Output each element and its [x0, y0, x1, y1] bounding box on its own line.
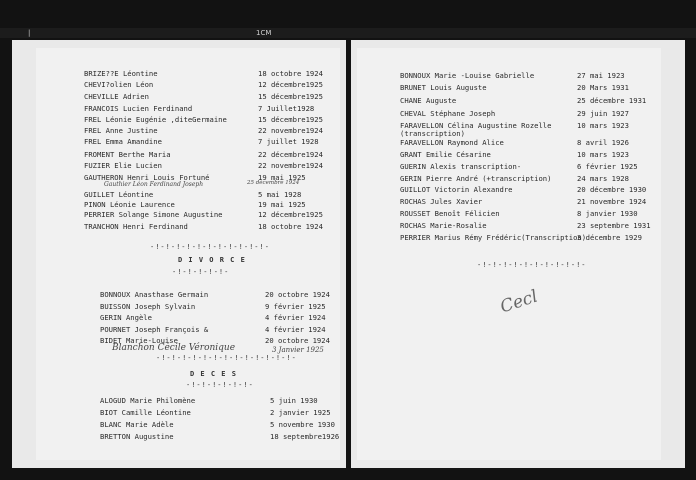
entry-date: 4 février 1924	[265, 313, 326, 322]
deces-heading: D E C E S	[190, 370, 237, 378]
entry-name: BIOT Camille Léontine	[100, 408, 191, 417]
entry-name: FREL Léonie Eugénie ,diteGermaine	[84, 115, 227, 124]
entry-date: 10 mars 1923	[577, 121, 629, 130]
entry-name: PERRIER Marius Rémy Frédéric(Transcription)	[400, 233, 587, 242]
entry-name: CHANE Auguste	[400, 96, 457, 105]
entry-name: FREL Emma Amandine	[84, 137, 162, 146]
entry-name: GERIN Pierre André (+transcription)	[400, 174, 552, 183]
entry-name: FARAVELLON Raymond Alice	[400, 138, 504, 147]
entry-date: 27 mai 1923	[577, 71, 625, 80]
deces-separator: -!-!-!-!-!-!-	[186, 381, 254, 389]
entry-name: GUERIN Alexis transcription-	[400, 162, 522, 171]
entry-name: FREL Anne Justine	[84, 126, 158, 135]
entry-date: 4 février 1924	[265, 324, 326, 334]
entry-name: FARAVELLON Célina Augustine Rozelle	[400, 121, 552, 130]
entry-name: BRIZE??E Léontine	[84, 69, 158, 78]
entry-name: CHEVILLE Adrien	[84, 92, 149, 101]
entry-date: 5 mai 1928	[258, 190, 302, 199]
entry-name: BLANC Marie Adèle	[100, 420, 174, 429]
entry-date: 9 février 1925	[265, 301, 326, 311]
entry-date: 5 juin 1930	[270, 396, 318, 405]
entry-name: BONNOUX Marie -Louise Gabrielle	[400, 71, 535, 80]
entry-name: PERRIER Solange Simone Augustine	[84, 210, 223, 219]
entry-name: BUISSON Joseph Sylvain	[100, 301, 196, 311]
signature: Cecl	[497, 286, 541, 318]
entry-name: CHEVI?olien Léon	[84, 80, 154, 89]
right-separator: -!-!-!-!-!-!-!-!-!-!-	[477, 261, 587, 269]
entry-date: 24 mars 1928	[577, 174, 629, 183]
scan-ruler	[0, 28, 696, 38]
entry-name: GUILLOT Victorin Alexandre	[400, 185, 513, 194]
entry-date: 21 novembre 1924	[577, 197, 647, 206]
separator-line: -!-!-!-!-!-!-!-!-!-!-!-!-!-	[156, 354, 297, 362]
entry-date: 20 octobre 1924	[265, 290, 330, 299]
entry-name: FUZIER Elie Lucien	[84, 161, 162, 170]
entry-date: 5 novembre 1930	[270, 420, 335, 429]
entry-date: 23 septembre 1931	[577, 221, 651, 230]
entry-date: 6 février 1925	[577, 162, 638, 171]
entry-date: 22 décembre1924	[258, 150, 323, 159]
entry-date: 22 novembre1924	[258, 126, 323, 135]
entry-date: 29 juin 1927	[577, 109, 629, 118]
entry-name: GRANT Emilie Césarine	[400, 150, 491, 159]
entry-name: GAUTHERON Henri Louis Fortuné	[84, 173, 210, 182]
entry-date: 15 décembre1925	[258, 115, 323, 124]
entry-date: 7 juillet 1928	[258, 137, 319, 146]
entry-date: 18 octobre 1924	[258, 222, 323, 231]
entry-name: ALOGUD Marie Philomène	[100, 396, 196, 405]
separator-line: -!-!-!-!-!-!-!-!-!-!-!-	[150, 243, 270, 251]
entry-date: 15 décembre1925	[258, 92, 323, 101]
entry-name: (transcription)	[400, 129, 465, 138]
entry-name: BRETTON Augustine	[100, 432, 174, 441]
entry-date: 8 janvier 1930	[577, 209, 638, 218]
entry-name: BIDET Marie-Louise	[100, 336, 178, 345]
entry-date: 19 mai 1925	[258, 200, 306, 209]
entry-date: 10 mars 1923	[577, 150, 629, 159]
entry-name: GERIN Angèle	[100, 313, 152, 322]
ruler-label: 1CM	[256, 29, 272, 37]
entry-name: TRANCHON Henri Ferdinand	[84, 222, 188, 231]
entry-name: POURNET Joseph François &	[100, 324, 209, 334]
entry-name: PINON Léonie Laurence	[84, 200, 175, 209]
entry-name: ROCHAS Marie-Rosalie	[400, 221, 487, 230]
entry-name: FROMENT Berthe Maria	[84, 150, 171, 159]
entry-date: 25 décembre 1931	[577, 96, 647, 105]
entry-name: BRUNET Louis Auguste	[400, 83, 487, 92]
blanchon-handwritten-date: 3 Janvier 1925	[272, 346, 324, 354]
entry-date: 20 Mars 1931	[577, 83, 629, 92]
entry-date: 12 décembre1925	[258, 80, 323, 89]
entry-date: 8 avril 1926	[577, 138, 629, 147]
blanchon-handwritten-note: Blanchon Cécile Véronique	[112, 343, 236, 353]
entry-date: 19 mai 1925	[258, 173, 306, 182]
entry-name: ROUSSET Benoît Félicien	[400, 209, 500, 218]
entry-date: 12 décembre1925	[258, 210, 323, 219]
ruler-mark: |	[28, 29, 31, 37]
divorce-separator: -!-!-!-!-!-	[172, 268, 230, 276]
entry-name: BONNOUX Anasthase Germain	[100, 290, 209, 299]
entry-date: 20 octobre 1924	[265, 336, 330, 345]
entry-date: 20 décembre 1930	[577, 185, 647, 194]
entry-date: 22 novembre1924	[258, 161, 323, 170]
gauthier-handwritten-date: 25 décembre 1924	[247, 180, 300, 186]
entry-name: CHEVAL Stéphane Joseph	[400, 109, 496, 118]
divorce-heading: D I V O R C E	[178, 256, 246, 264]
entry-date: 2 janvier 1925	[270, 408, 331, 417]
entry-name: FRANCOIS Lucien Ferdinand	[84, 104, 193, 113]
entry-name: GUILLET Léontine	[84, 190, 154, 199]
entry-date: 18 septembre1926	[270, 432, 340, 441]
entry-name: ROCHAS Jules Xavier	[400, 197, 483, 206]
entry-date: 18 octobre 1924	[258, 69, 323, 78]
entry-date: 7 Juillet1928	[258, 104, 315, 113]
gauthier-handwritten-note: Gauthier Léon Ferdinand Joseph	[104, 181, 204, 188]
entry-date: 3 décembre 1929	[577, 233, 642, 242]
